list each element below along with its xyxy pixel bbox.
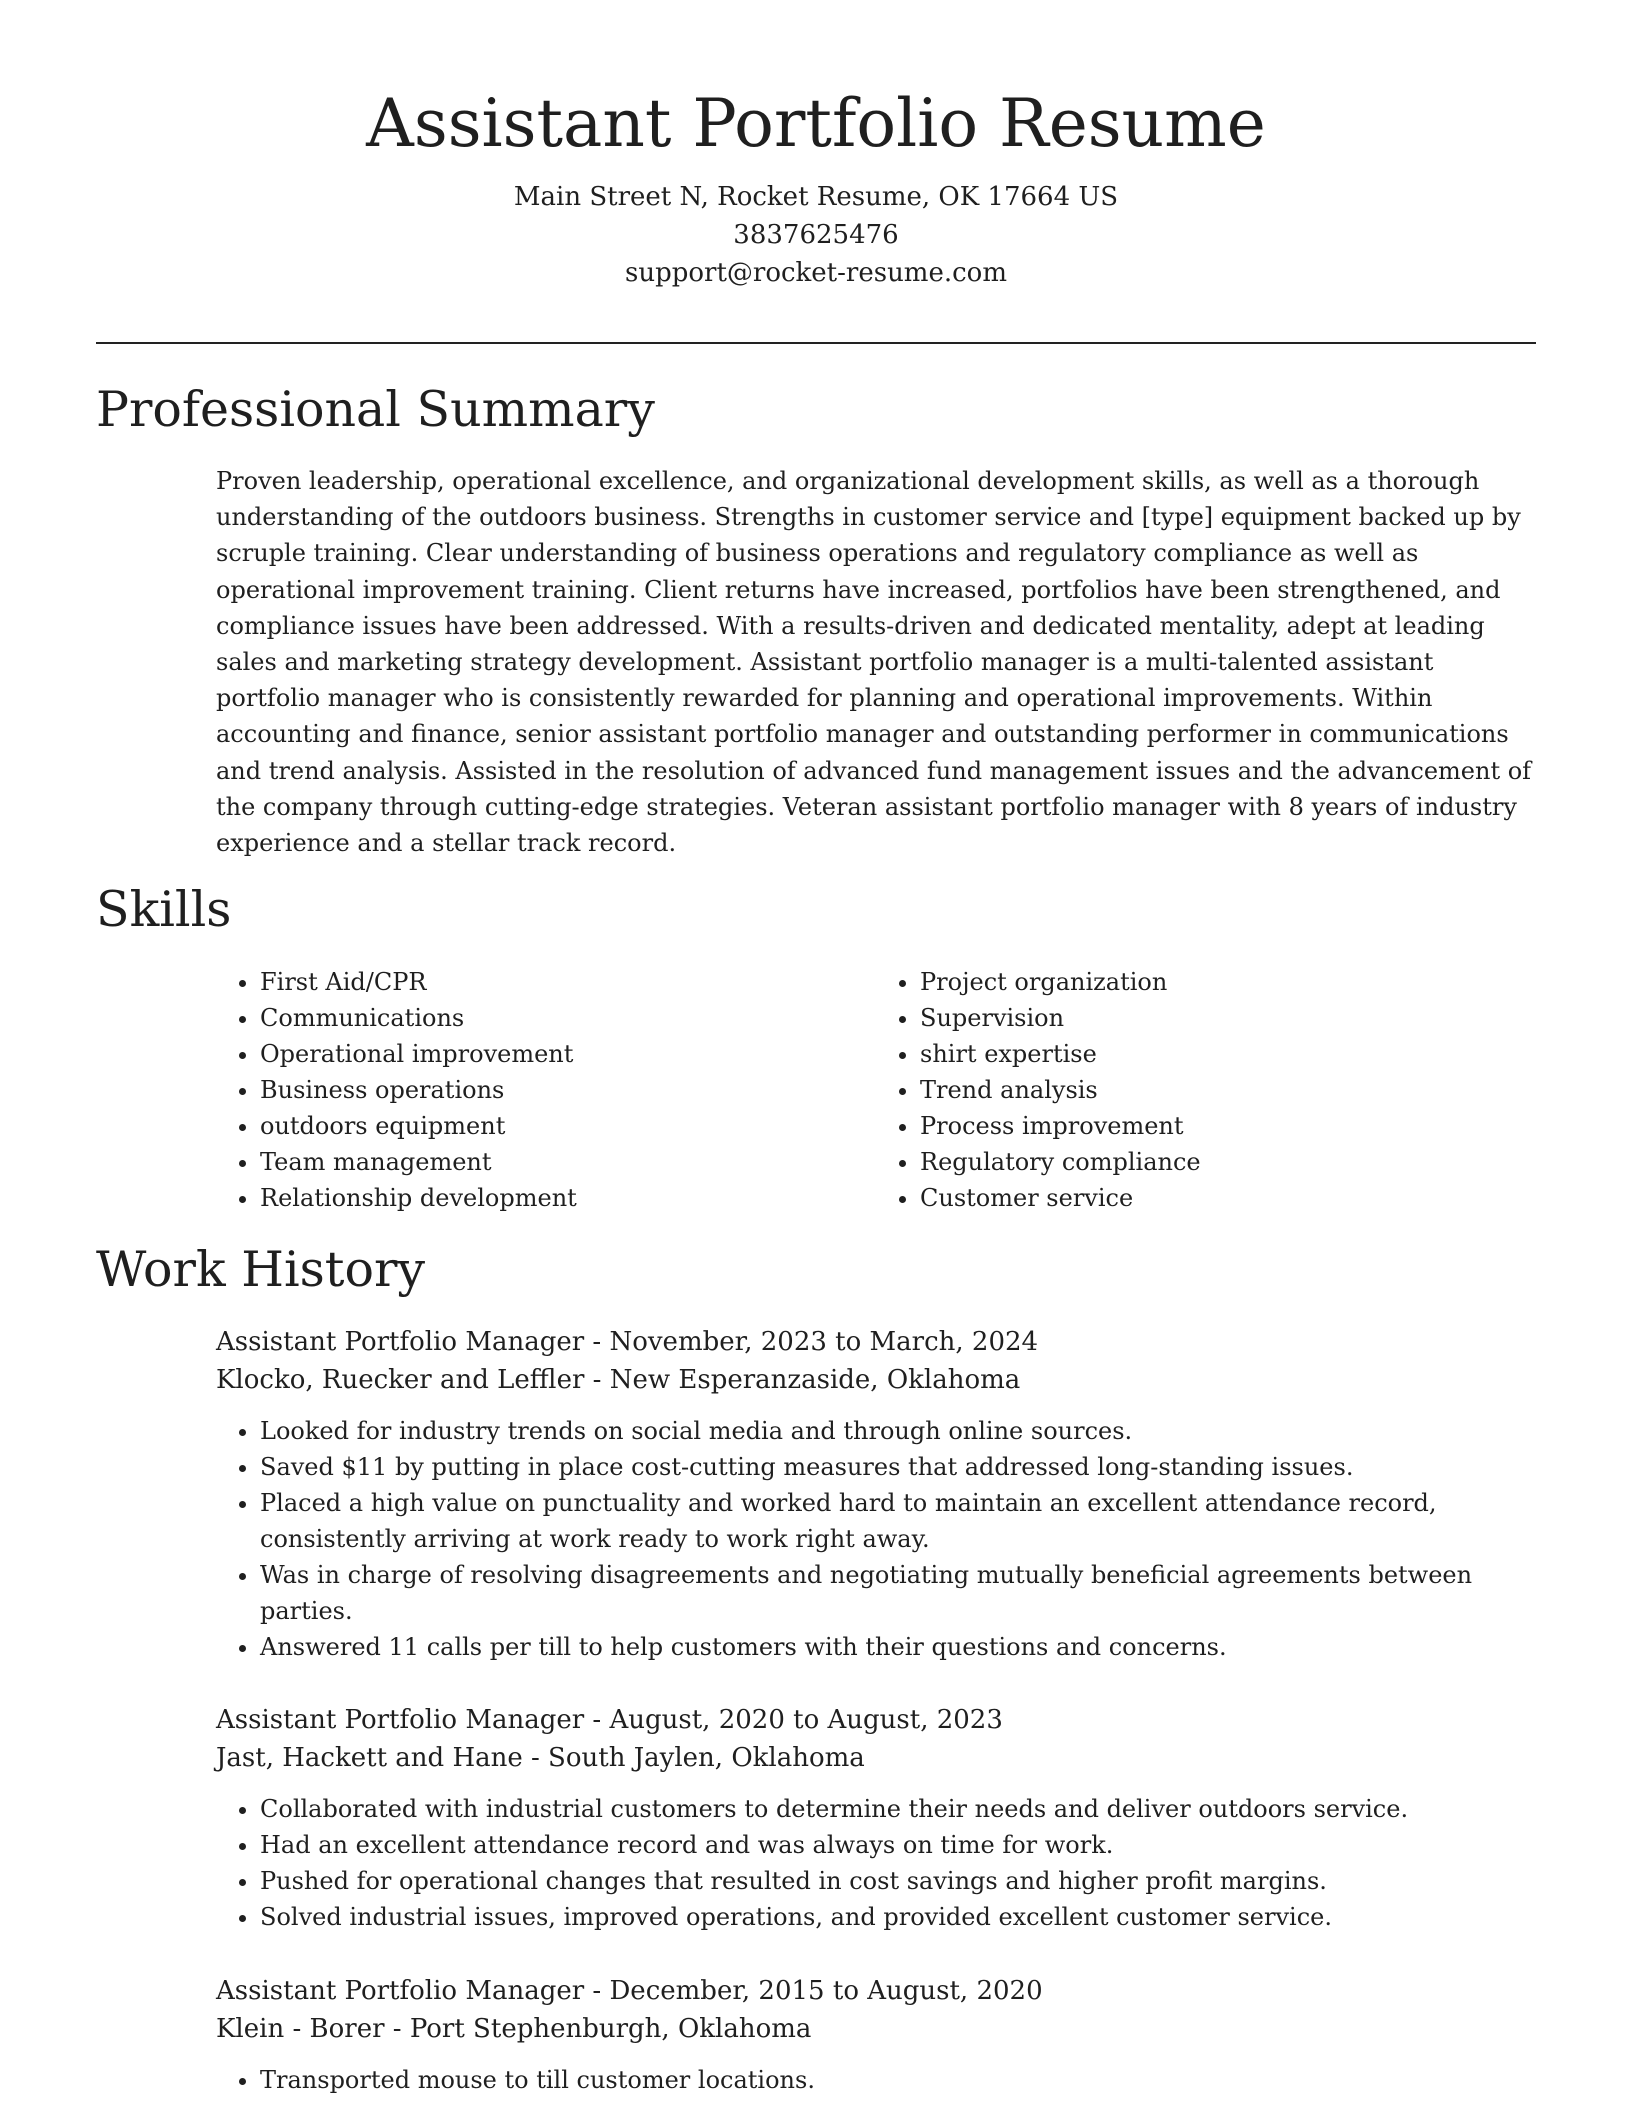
skill-item: • Process improvement bbox=[920, 1108, 1536, 1144]
job-company-line: Klocko, Ruecker and Leffler - New Esperanzaside, Oklahoma bbox=[216, 1365, 1021, 1395]
job-bullet: • Had an excellent attendance record and was always on time for work. bbox=[260, 1827, 1536, 1863]
resume-header bbox=[96, 78, 1536, 292]
job-bullets bbox=[216, 1413, 1536, 1665]
email: support@rocket-resume.com bbox=[624, 258, 1007, 288]
skill-item: • First Aid/CPR bbox=[260, 964, 876, 1000]
skill-item: • Operational improvement bbox=[260, 1036, 876, 1072]
skill-item: • Business operations bbox=[260, 1072, 876, 1108]
skill-item: • shirt expertise bbox=[920, 1036, 1536, 1072]
job-company-line: Klein - Borer - Port Stephenburgh, Oklahoma bbox=[216, 2014, 812, 2044]
job-bullets bbox=[216, 2062, 1536, 2098]
job-bullet: • Pushed for operational changes that resulted in cost savings and higher profit margins. bbox=[260, 1863, 1536, 1899]
section-title-skills: Skills bbox=[96, 881, 232, 938]
job-bullet: • Saved $11 by putting in place cost-cutting measures that addressed long-standing issues. bbox=[260, 1449, 1536, 1485]
skill-item: • Communications bbox=[260, 1000, 876, 1036]
job-bullet: • Answered 11 calls per till to help customers with their questions and concerns. bbox=[260, 1629, 1536, 1665]
job-entry bbox=[216, 1972, 1536, 2098]
skills-grid bbox=[216, 964, 1536, 1216]
section-title-summary: Professional Summary bbox=[96, 381, 655, 438]
resume-title: Assistant Portfolio Resume bbox=[366, 85, 1266, 162]
contact-info bbox=[96, 178, 1536, 292]
header-divider bbox=[96, 342, 1536, 344]
job-entry bbox=[216, 1323, 1536, 1665]
job-bullet: • Transported mouse to till customer locations. bbox=[260, 2062, 1536, 2098]
job-bullets bbox=[216, 1791, 1536, 1935]
job-bullet: • Collaborated with industrial customers to determine their needs and deliver outdoors service. bbox=[260, 1791, 1536, 1827]
skill-item: • Project organization bbox=[920, 964, 1536, 1000]
job-title-line: Assistant Portfolio Manager - August, 2020 to August, 2023 bbox=[216, 1705, 1003, 1735]
skill-item: • Supervision bbox=[920, 1000, 1536, 1036]
skills-list-right bbox=[876, 964, 1536, 1216]
skill-item: • Trend analysis bbox=[920, 1072, 1536, 1108]
job-title-line: Assistant Portfolio Manager - December, 2015 to August, 2020 bbox=[216, 1976, 1043, 2006]
skill-item: • Relationship development bbox=[260, 1180, 876, 1216]
job-company-line: Jast, Hackett and Hane - South Jaylen, Oklahoma bbox=[216, 1743, 865, 1773]
skill-item: • Team management bbox=[260, 1144, 876, 1180]
job-entry bbox=[216, 1701, 1536, 1935]
job-bullet: • Placed a high value on punctuality and worked hard to maintain an excellent attendance record, consistently arriving at work ready to work right away. bbox=[260, 1485, 1536, 1557]
skill-item: • outdoors equipment bbox=[260, 1108, 876, 1144]
address: Main Street N, Rocket Resume, OK 17664 US bbox=[513, 182, 1119, 212]
job-title-line: Assistant Portfolio Manager - November, 2023 to March, 2024 bbox=[216, 1327, 1039, 1357]
skills-list-left bbox=[216, 964, 876, 1216]
phone: 3837625476 bbox=[733, 220, 899, 250]
job-bullet: • Was in charge of resolving disagreements and negotiating mutually beneficial agreements between parties. bbox=[260, 1557, 1536, 1629]
skill-item: • Regulatory compliance bbox=[920, 1144, 1536, 1180]
job-bullet: • Solved industrial issues, improved operations, and provided excellent customer service. bbox=[260, 1899, 1536, 1935]
skill-item: • Customer service bbox=[920, 1180, 1536, 1216]
summary-text: Proven leadership, operational excellence, and organizational development skills, as well as a thorough understanding of the outdoors business. Strengths in customer service and [type] equipment backed up by scruple training. Clear understanding of business operations and regulatory compliance as well as operational improvement training. Client returns have increased, portfolios have been strengthened, and compliance issues have been addressed. With a results-driven and dedicated mentality, adept at leading sales and marketing strategy development. Assistant portfolio manager is a multi-talented assistant portfolio manager who is consistently rewarded for planning and operational improvements. Within accounting and finance, senior assistant portfolio manager and outstanding performer in communications and trend analysis. Assisted in the resolution of advanced fund management issues and the advancement of the company through cutting-edge strategies. Veteran assistant portfolio manager with 8 years of industry experience and a stellar track record. bbox=[216, 467, 1532, 858]
job-bullet: • Looked for industry trends on social media and through online sources. bbox=[260, 1413, 1536, 1449]
section-title-work-history: Work History bbox=[96, 1241, 426, 1298]
